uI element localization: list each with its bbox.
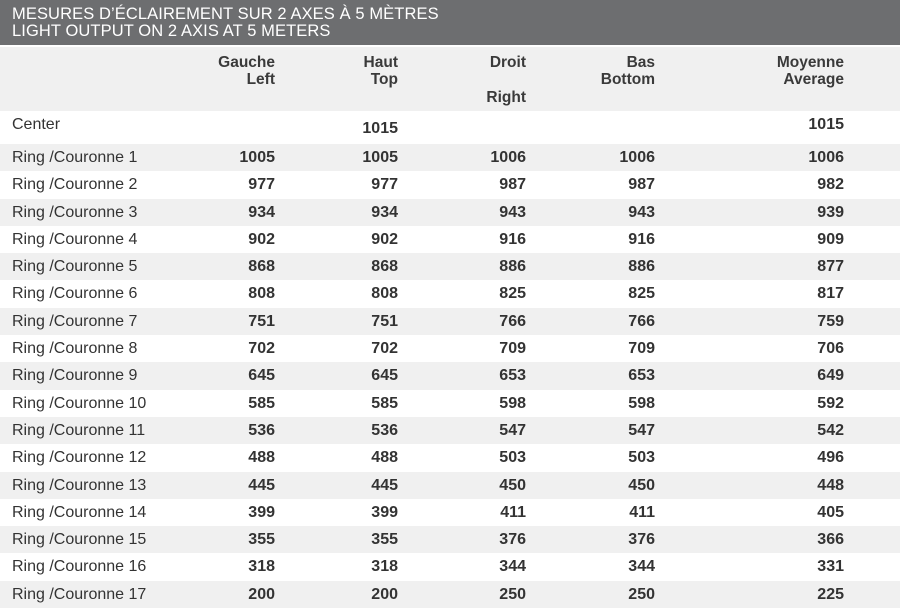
cell-top: 808 [371,285,398,303]
cell-right: 503 [499,449,526,467]
column-header-bottom-en: Bottom [600,71,655,88]
cell-right: 653 [499,367,526,385]
cell-bottom: 943 [628,203,655,221]
cell-right: 411 [500,503,526,521]
table-row [0,362,900,389]
cell-bottom: 825 [628,285,655,303]
cell-average: 877 [817,258,844,276]
cell-right: 547 [499,421,526,439]
cell-right: 709 [499,340,526,358]
row-label: Ring /Couronne 9 [12,367,138,385]
cell-average: 496 [817,449,844,467]
table-row [0,581,900,608]
column-header-top [364,54,398,88]
cell-bottom: 250 [628,585,655,603]
column-header-left-fr: Gauche [218,54,275,71]
table-row [0,417,900,444]
cell-left: 488 [248,449,275,467]
table-row [0,171,900,198]
table-row [0,253,900,280]
table-row [0,144,900,171]
cell-top: 977 [371,176,398,194]
row-label: Ring /Couronne 13 [12,476,147,494]
cell-top: 751 [371,312,398,330]
cell-top: 445 [371,476,398,494]
table-row [0,526,900,553]
row-label: Ring /Couronne 15 [12,531,147,549]
column-header-left [218,54,275,88]
cell-average: 939 [817,203,844,221]
cell-bottom: 653 [628,367,655,385]
row-label: Ring /Couronne 17 [12,585,147,603]
row-label: Ring /Couronne 5 [12,258,138,276]
cell-top: 355 [371,531,398,549]
column-header-average [777,54,844,88]
column-header-average-fr: Moyenne [776,54,844,71]
row-label: Ring /Couronne 14 [12,503,147,521]
cell-right: 766 [499,312,526,330]
cell-left: 200 [248,585,275,603]
cell-bottom: 547 [628,421,655,439]
cell-bottom: 376 [628,531,655,549]
table-title-french: MESURES D’ÉCLAIREMENT SUR 2 AXES À 5 MÈTRES [12,5,439,23]
cell-left: 702 [248,340,275,358]
column-header-top-fr: Haut [363,54,398,71]
table-row [0,280,900,307]
table-row [0,199,900,226]
cell-average: 331 [817,558,844,576]
cell-left: 318 [248,558,275,576]
cell-right: 987 [499,176,526,194]
row-label: Ring /Couronne 12 [12,449,147,467]
cell-bottom: 411 [629,503,655,521]
cell-top: 868 [371,258,398,276]
cell-right: 344 [499,558,526,576]
cell-right: 376 [499,531,526,549]
cell-bottom: 916 [628,230,655,248]
row-label: Ring /Couronne 10 [12,394,147,412]
cell-bottom: 450 [628,476,655,494]
cell-top: 934 [371,203,398,221]
table-row [0,226,900,253]
table-row [0,499,900,526]
cell-average: 542 [817,421,844,439]
table-row-center [0,111,900,144]
table-title-english: LIGHT OUTPUT ON 2 AXIS AT 5 METERS [12,22,331,40]
cell-left: 934 [248,203,275,221]
cell-top: 1015 [362,120,398,137]
cell-left: 585 [248,394,275,412]
cell-top: 702 [371,340,398,358]
cell-right: 943 [499,203,526,221]
table-row [0,444,900,471]
row-label: Ring /Couronne 16 [12,558,147,576]
cell-bottom: 709 [628,340,655,358]
cell-average: 1015 [808,116,844,133]
cell-right: 825 [499,285,526,303]
table-row [0,472,900,499]
cell-average: 817 [817,285,844,303]
cell-right: 598 [499,394,526,412]
cell-left: 808 [248,285,275,303]
cell-left: 399 [248,503,275,521]
cell-bottom: 503 [628,449,655,467]
column-header-row [0,47,900,111]
row-label: Ring /Couronne 7 [12,312,138,330]
cell-left: 751 [248,312,275,330]
cell-average: 909 [817,230,844,248]
cell-top: 318 [371,558,398,576]
row-label: Ring /Couronne 3 [12,203,138,221]
cell-bottom: 598 [628,394,655,412]
cell-right: 450 [499,476,526,494]
cell-right: 886 [499,258,526,276]
cell-average: 448 [817,476,844,494]
column-header-bottom-fr: Bas [626,54,655,71]
cell-left: 536 [248,421,275,439]
row-label: Ring /Couronne 4 [12,230,138,248]
cell-bottom: 766 [628,312,655,330]
cell-bottom: 344 [628,558,655,576]
row-label: Ring /Couronne 2 [12,176,138,194]
row-label: Ring /Couronne 11 [12,421,146,439]
table-row [0,335,900,362]
column-header-top-en: Top [370,71,398,88]
cell-average: 366 [817,531,844,549]
cell-left: 1005 [239,149,275,166]
table-title [0,0,900,45]
column-header-left-en: Left [246,71,275,88]
cell-average: 759 [817,312,844,330]
cell-top: 585 [371,394,398,412]
column-header-right-en: Right [486,89,526,106]
cell-left: 355 [248,531,275,549]
cell-top: 488 [371,449,398,467]
table-row [0,308,900,335]
cell-top: 902 [371,230,398,248]
cell-bottom: 987 [628,176,655,194]
cell-average: 1006 [808,149,844,166]
cell-bottom: 1006 [619,149,655,166]
cell-top: 200 [371,585,398,603]
cell-left: 645 [248,367,275,385]
cell-left: 445 [248,476,275,494]
table-row [0,390,900,417]
cell-average: 592 [817,394,844,412]
cell-left: 868 [248,258,275,276]
cell-average: 225 [817,585,844,603]
row-label: Center [12,116,61,133]
cell-top: 536 [371,421,398,439]
cell-left: 977 [248,176,275,194]
cell-average: 405 [817,503,844,521]
column-header-average-en: Average [783,71,844,88]
cell-bottom: 886 [628,258,655,276]
row-label: Ring /Couronne 8 [12,340,138,358]
cell-left: 902 [248,230,275,248]
cell-top: 1005 [362,149,398,166]
column-header-right-fr: Droit [489,54,526,71]
cell-average: 706 [817,340,844,358]
column-header-bottom [601,54,655,88]
cell-average: 649 [817,367,844,385]
cell-top: 399 [371,503,398,521]
cell-right: 1006 [490,149,526,166]
row-label: Ring /Couronne 1 [12,149,138,166]
table-body [0,111,900,608]
cell-average: 982 [817,176,844,194]
row-label: Ring /Couronne 6 [12,285,138,303]
cell-top: 645 [371,367,398,385]
column-header-right [486,54,526,106]
cell-right: 916 [499,230,526,248]
cell-right: 250 [499,585,526,603]
table-row [0,553,900,580]
